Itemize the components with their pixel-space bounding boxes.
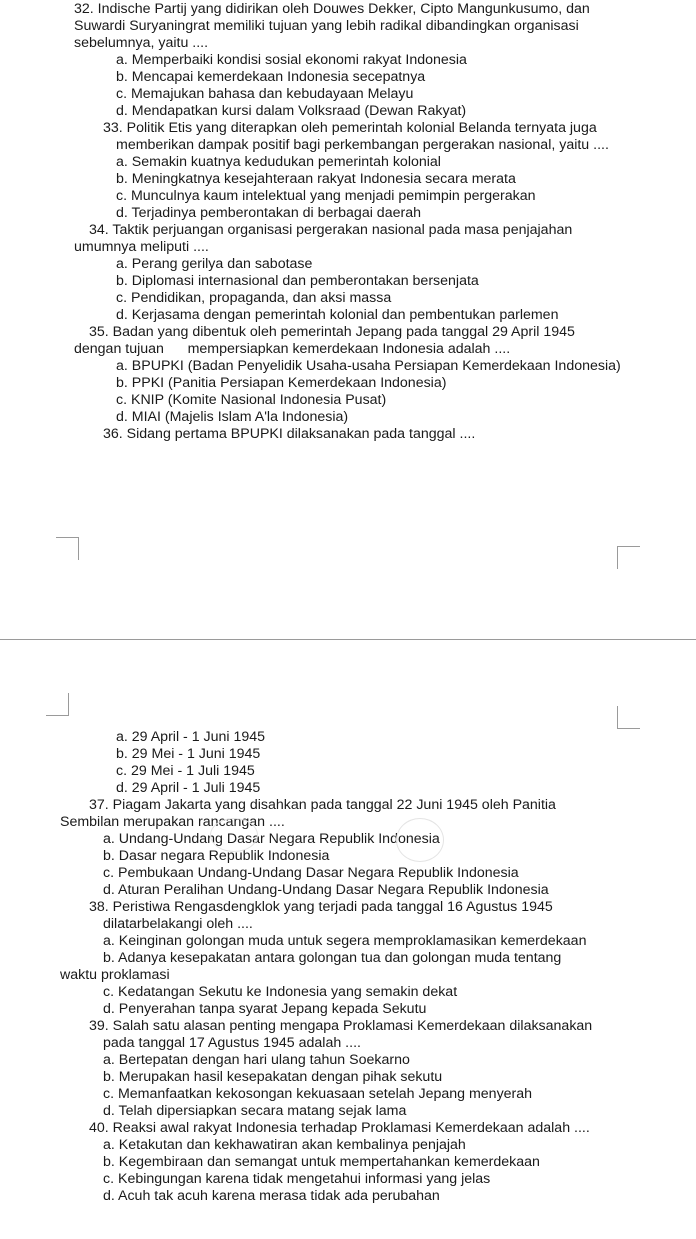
- option-c[interactable]: c. KNIP (Komite Nasional Indonesia Pusat): [116, 392, 387, 408]
- crop-mark-bottom-right: [617, 706, 640, 729]
- option-a[interactable]: a. Memperbaiki kondisi sosial ekonomi rakyat Indonesia: [116, 52, 467, 68]
- option-a[interactable]: a. 29 April - 1 Juni 1945: [116, 729, 266, 745]
- question-text: 38. Peristiwa Rengasdengklok yang terjadi pada tanggal 16 Agustus 1945: [89, 899, 553, 915]
- option-b[interactable]: b. Dasar negara Republik Indonesia: [103, 848, 330, 864]
- question-text: 35. Badan yang dibentuk oleh pemerintah Jepang pada tanggal 29 April 1945: [89, 324, 575, 340]
- question-text: 34. Taktik perjuangan organisasi pergerakan nasional pada masa penjajahan: [89, 222, 573, 238]
- page-divider: [0, 639, 696, 640]
- option-b[interactable]: b. Mencapai kemerdekaan Indonesia secepatnya: [116, 69, 426, 85]
- option-b[interactable]: b. PPKI (Panitia Persiapan Kemerdekaan Indonesia): [116, 375, 447, 391]
- option-a[interactable]: a. Semakin kuatnya kedudukan pemerintah kolonial: [116, 154, 441, 170]
- option-d[interactable]: d. Terjadinya pemberontakan di berbagai daerah: [116, 205, 421, 221]
- option-d[interactable]: d. 29 April - 1 Juli 1945: [116, 780, 261, 796]
- option-c[interactable]: c. Pendidikan, propaganda, dan aksi massa: [116, 290, 392, 306]
- option-c[interactable]: c. Kebingungan karena tidak mengetahui informasi yang jelas: [103, 1171, 491, 1187]
- option-c[interactable]: c. Munculnya kaum intelektual yang menjadi pemimpin pergerakan: [116, 188, 536, 204]
- option-b[interactable]: b. Kegembiraan dan semangat untuk mempertahankan kemerdekaan: [103, 1154, 540, 1170]
- option-d[interactable]: d. Kerjasama dengan pemerintah kolonial dan pembentukan parlemen: [116, 307, 559, 323]
- option-a[interactable]: a. Perang gerilya dan sabotase: [116, 256, 313, 272]
- option-c[interactable]: c. Memanfaatkan kekosongan kekuasaan setelah Jepang menyerah: [103, 1086, 533, 1102]
- option-a[interactable]: a. Undang-Undang Dasar Negara Republik Indonesia: [103, 831, 440, 847]
- option-c[interactable]: c. Memajukan bahasa dan kebudayaan Melayu: [116, 86, 414, 102]
- option-b-continued: waktu proklamasi: [60, 967, 170, 983]
- option-a[interactable]: a. BPUPKI (Badan Penyelidik Usaha-usaha Persiapan Kemerdekaan Indonesia): [116, 358, 621, 374]
- option-a[interactable]: a. Keinginan golongan muda untuk segera memproklamasikan kemerdekaan: [103, 933, 587, 949]
- option-d[interactable]: d. MIAI (Majelis Islam A'la Indonesia): [116, 409, 349, 425]
- question-text: umumnya meliputi ....: [74, 239, 209, 255]
- option-b[interactable]: b. Meningkatnya kesejahteraan rakyat Indonesia secara merata: [116, 171, 516, 187]
- option-c[interactable]: c. 29 Mei - 1 Juli 1945: [116, 763, 255, 779]
- option-b[interactable]: b. Merupakan hasil kesepakatan dengan pihak sekutu: [103, 1069, 443, 1085]
- option-a[interactable]: a. Bertepatan dengan hari ulang tahun Soekarno: [103, 1052, 410, 1068]
- question-text: 32. Indische Partij yang didirikan oleh Douwes Dekker, Cipto Mangunkusumo, dan: [74, 1, 590, 17]
- faint-circle-mark: [210, 818, 258, 852]
- option-d[interactable]: d. Penyerahan tanpa syarat Jepang kepada Sekutu: [103, 1001, 427, 1017]
- faint-circle-mark: [396, 818, 444, 862]
- option-a[interactable]: a. Ketakutan dan kekhawatiran akan kembalinya penjajah: [103, 1137, 466, 1153]
- option-b[interactable]: b. Adanya kesepakatan antara golongan tua dan golongan muda tentang: [103, 950, 562, 966]
- question-text: memberikan dampak positif bagi perkembangan pergerakan nasional, yaitu ....: [116, 137, 609, 153]
- option-b[interactable]: b. 29 Mei - 1 Juni 1945: [116, 746, 261, 762]
- crop-mark-top-left: [56, 537, 79, 560]
- question-text: 37. Piagam Jakarta yang disahkan pada tanggal 22 Juni 1945 oleh Panitia: [89, 797, 556, 813]
- option-b[interactable]: b. Diplomasi internasional dan pemberontakan bersenjata: [116, 273, 479, 289]
- crop-mark-bottom-left: [46, 693, 69, 716]
- crop-mark-top-right: [617, 546, 640, 569]
- question-text: 36. Sidang pertama BPUPKI dilaksanakan pada tanggal ....: [103, 426, 476, 442]
- option-d[interactable]: d. Acuh tak acuh karena merasa tidak ada perubahan: [103, 1188, 440, 1204]
- question-text: dilatarbelakangi oleh ....: [103, 916, 253, 932]
- question-text: 39. Salah satu alasan penting mengapa Proklamasi Kemerdekaan dilaksanakan: [89, 1018, 593, 1034]
- question-text: pada tanggal 17 Agustus 1945 adalah ....: [103, 1035, 361, 1051]
- option-c[interactable]: c. Kedatangan Sekutu ke Indonesia yang semakin dekat: [103, 984, 458, 1000]
- question-text: Suwardi Suryaningrat memiliki tujuan yang lebih radikal dibandingkan organisasi: [74, 18, 579, 34]
- question-text: sebelumnya, yaitu ....: [74, 35, 209, 51]
- question-text: 40. Reaksi awal rakyat Indonesia terhadap Proklamasi Kemerdekaan adalah ....: [89, 1120, 590, 1136]
- option-d[interactable]: d. Aturan Peralihan Undang-Undang Dasar Negara Republik Indonesia: [103, 882, 549, 898]
- question-text: Sembilan merupakan rancangan ....: [60, 814, 285, 830]
- option-c[interactable]: c. Pembukaan Undang-Undang Dasar Negara Republik Indonesia: [103, 865, 519, 881]
- question-text: dengan tujuan mempersiapkan kemerdekaan Indonesia adalah ....: [74, 341, 511, 357]
- question-text: 33. Politik Etis yang diterapkan oleh pemerintah kolonial Belanda ternyata juga: [103, 120, 597, 136]
- option-d[interactable]: d. Mendapatkan kursi dalam Volksraad (Dewan Rakyat): [116, 103, 467, 119]
- option-d[interactable]: d. Telah dipersiapkan secara matang sejak lama: [103, 1103, 407, 1119]
